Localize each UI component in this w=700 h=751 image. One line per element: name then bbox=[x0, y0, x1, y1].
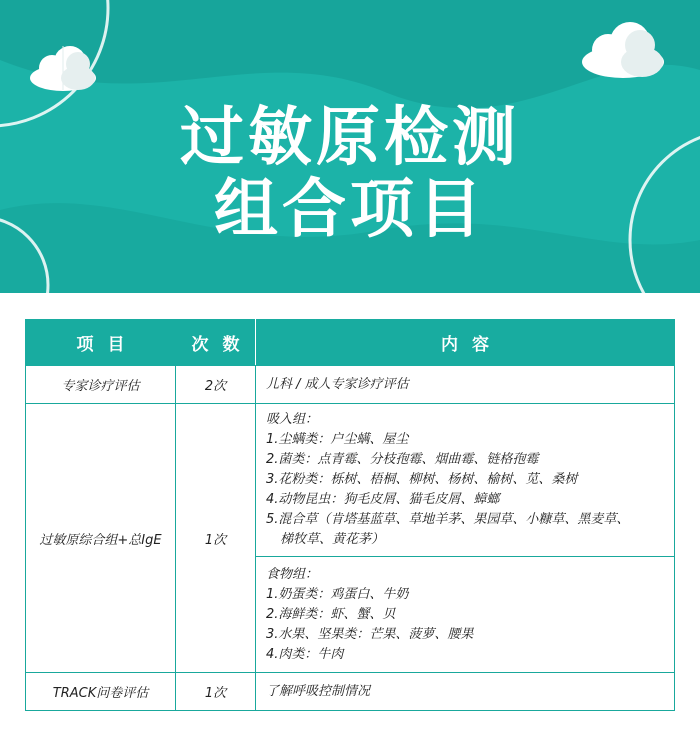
page-title-line2: 组合项目 bbox=[214, 173, 486, 247]
cell-count: 1次 bbox=[176, 673, 256, 711]
table-row bbox=[26, 366, 675, 404]
cell-food-group bbox=[256, 557, 675, 673]
list-item: 1.奶蛋类：鸡蛋白、牛奶 bbox=[266, 586, 409, 602]
cell-item: 专家诊疗评估 bbox=[26, 366, 176, 404]
list-item: 3.水果、坚果类：芒果、菠萝、腰果 bbox=[266, 626, 474, 642]
inhale-group-title: 吸入组： bbox=[266, 412, 319, 427]
column-header-count: 次数 bbox=[176, 320, 256, 366]
cell-content: 儿科 / 成人专家诊疗评估 bbox=[256, 366, 675, 404]
table-row bbox=[26, 404, 675, 557]
list-item: 5.混合草（肯塔基蓝草、草地羊茅、果园草、小糠草、黑麦草、 bbox=[266, 512, 630, 527]
list-item: 1.尘螨类：户尘螨、屋尘 bbox=[266, 432, 409, 447]
list-item: 2.菌类：点青霉、分枝孢霉、烟曲霉、链格孢霉 bbox=[266, 452, 539, 467]
cloud-icon bbox=[28, 44, 98, 92]
cloud-icon bbox=[580, 20, 666, 80]
cell-item: 过敏原综合组+总IgE bbox=[26, 404, 176, 673]
list-item: 3.花粉类：栎树、梧桐、柳树、杨树、榆树、苋、桑树 bbox=[266, 472, 578, 487]
column-header-content: 内容 bbox=[256, 320, 675, 366]
list-item: 4.肉类：牛肉 bbox=[266, 646, 344, 662]
food-group-title: 食物组： bbox=[266, 566, 319, 582]
list-item: 2.海鲜类：虾、蟹、贝 bbox=[266, 606, 396, 622]
list-item: 4.动物昆虫：狗毛皮屑、猫毛皮屑、蟑螂 bbox=[266, 492, 500, 507]
column-header-item: 项目 bbox=[26, 320, 176, 366]
cell-count: 2次 bbox=[176, 366, 256, 404]
page-title-line1: 过敏原检测 bbox=[180, 101, 520, 175]
table-row bbox=[26, 673, 675, 711]
cell-count: 1次 bbox=[176, 404, 256, 673]
cell-content: 了解呼吸控制情况 bbox=[256, 673, 675, 711]
table-header-row bbox=[26, 320, 675, 366]
list-item: 梯牧草、黄花茅） bbox=[280, 532, 385, 547]
allergen-table bbox=[25, 319, 675, 711]
header-banner bbox=[0, 0, 700, 293]
cell-item: TRACK问卷评估 bbox=[26, 673, 176, 711]
cell-inhale-group bbox=[256, 404, 675, 557]
allergen-table-container bbox=[25, 319, 674, 711]
